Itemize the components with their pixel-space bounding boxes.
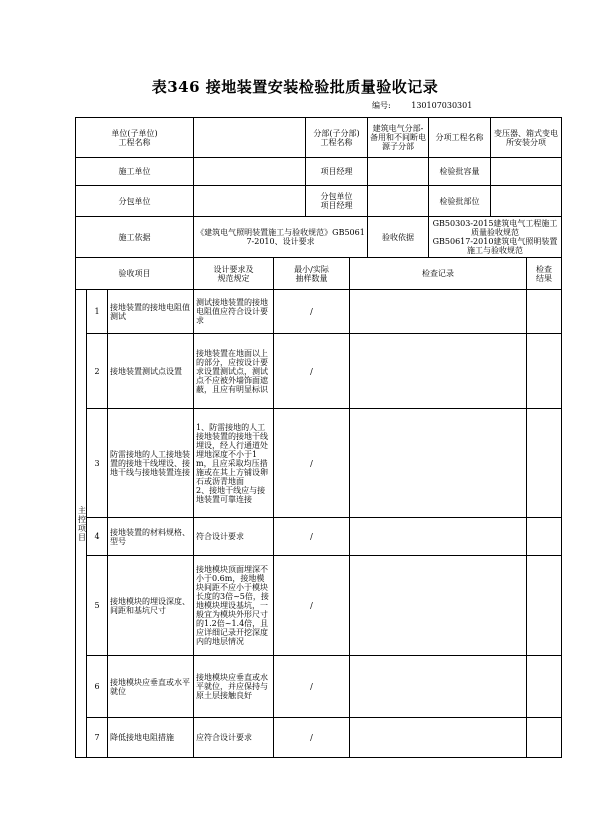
column-header-requirement: 设计要求及 规范规定 (194, 258, 274, 290)
column-header-result: 检查 结果 (527, 258, 562, 290)
subcontractor-value[interactable] (194, 186, 306, 217)
document-number-label: 编号: (372, 101, 391, 110)
item-result[interactable] (527, 556, 562, 656)
batch-location-label: 检验批部位 (429, 186, 491, 217)
subcontractor-pm-value[interactable] (368, 186, 429, 217)
item-requirement: 接地装置在地面以上的部分，应按设计要求设置测试点，测试点不应被外墙饰面遮蔽，且应有明显标识 (194, 334, 274, 409)
item-requirement: 测试接地装置的接地电阻值应符合设计要求 (194, 290, 274, 334)
item-sample[interactable]: / (274, 656, 350, 718)
unit-name-value[interactable] (194, 118, 306, 158)
item-result[interactable] (527, 718, 562, 758)
item-sample[interactable]: / (274, 556, 350, 656)
column-header-record: 检查记录 (350, 258, 527, 290)
document-number (372, 100, 472, 111)
subitem-name-value[interactable]: 变压器、箱式变电所安装分项 (491, 118, 562, 158)
project-manager-value[interactable] (368, 158, 429, 186)
table-row (76, 334, 562, 409)
item-record[interactable] (350, 556, 527, 656)
acceptance-basis-label: 验收依据 (368, 217, 429, 258)
subitem-name-label: 分项工程名称 (429, 118, 491, 158)
item-requirement: 接地模块顶面埋深不小于0.6m，接地模块间距不应小于模块长度的3倍~5倍，接地模块埋设基坑，一般宜为模块外形尺寸的1.2倍~1.4倍，且应详细记录开挖深度内的地层情况 (194, 556, 274, 656)
subdivision-name-label: 分部(子分部) 工程名称 (306, 118, 368, 158)
table-row (76, 409, 562, 518)
table-row (76, 556, 562, 656)
item-result[interactable] (527, 656, 562, 718)
item-number: 6 (87, 656, 108, 718)
item-record[interactable] (350, 290, 527, 334)
header-row-basis (76, 217, 562, 258)
item-number: 7 (87, 718, 108, 758)
item-name: 接地装置的材料规格、型号 (108, 518, 194, 556)
table-row (76, 718, 562, 758)
project-manager-label: 项目经理 (306, 158, 368, 186)
item-record[interactable] (350, 409, 527, 518)
table-row (76, 518, 562, 556)
header-row-subcontract (76, 186, 562, 217)
item-sample[interactable]: / (274, 334, 350, 409)
acceptance-basis-value: GB50303-2015建筑电气工程施工质量验收规范 GB50617-2010建筑电气照明装置施工与验收规范 (429, 217, 562, 258)
item-number: 2 (87, 334, 108, 409)
item-record[interactable] (350, 656, 527, 718)
document-number-value: 130107030301 (411, 101, 473, 110)
item-requirement: 符合设计要求 (194, 518, 274, 556)
batch-capacity-value[interactable] (491, 158, 562, 186)
main-control-group-label: 主 控 项 目 (76, 290, 87, 758)
item-requirement: 1、防雷接地的人工接地装置的接地干线埋设，经人行通道处埋地深度不小于1m，且应采取均压措施或在其上方铺设卵石或沥青地面 2、接地干线应与接地装置可靠连接 (194, 409, 274, 518)
page-title: 表346 接地装置安装检验批质量验收记录 (151, 78, 439, 96)
column-header-item: 验收项目 (76, 258, 194, 290)
item-result[interactable] (527, 518, 562, 556)
item-record[interactable] (350, 334, 527, 409)
subcontractor-pm-label: 分包单位 项目经理 (306, 186, 368, 217)
item-requirement: 接地模块应垂直或水平就位，并应保持与原土层接触良好 (194, 656, 274, 718)
item-name: 防雷接地的人工接地装置的接地干线埋设、接地干线与接地装置连接 (108, 409, 194, 518)
inspection-form-table (75, 117, 562, 758)
item-number: 1 (87, 290, 108, 334)
item-result[interactable] (527, 290, 562, 334)
item-sample[interactable]: / (274, 409, 350, 518)
item-number: 4 (87, 518, 108, 556)
item-name: 接地模块应垂直或水平就位 (108, 656, 194, 718)
construction-basis-value: 《建筑电气照明装置施工与验收规范》GB50617-2010、设计要求 (194, 217, 368, 258)
batch-location-value[interactable] (491, 186, 562, 217)
column-header-sample: 最小/实际 抽样数量 (274, 258, 350, 290)
item-sample[interactable]: / (274, 718, 350, 758)
item-record[interactable] (350, 718, 527, 758)
item-record[interactable] (350, 518, 527, 556)
subcontractor-label: 分包单位 (76, 186, 194, 217)
subdivision-name-value[interactable]: 建筑电气分部-备用和不间断电源子分部 (368, 118, 429, 158)
item-result[interactable] (527, 409, 562, 518)
item-sample[interactable]: / (274, 290, 350, 334)
header-row-construction (76, 158, 562, 186)
item-sample[interactable]: / (274, 518, 350, 556)
item-number: 5 (87, 556, 108, 656)
item-requirement: 应符合设计要求 (194, 718, 274, 758)
item-name: 接地装置的接地电阻值测试 (108, 290, 194, 334)
item-name: 接地模块的埋设深度、间距和基坑尺寸 (108, 556, 194, 656)
unit-name-label: 单位(子单位) 工程名称 (76, 118, 194, 158)
item-number: 3 (87, 409, 108, 518)
construction-basis-label: 施工依据 (76, 217, 194, 258)
item-name: 接地装置测试点设置 (108, 334, 194, 409)
table-row (76, 656, 562, 718)
construction-unit-value[interactable] (194, 158, 306, 186)
item-result[interactable] (527, 334, 562, 409)
column-header-row (76, 258, 562, 290)
item-name: 降低接地电阻措施 (108, 718, 194, 758)
construction-unit-label: 施工单位 (76, 158, 194, 186)
header-row-unit (76, 118, 562, 158)
batch-capacity-label: 检验批容量 (429, 158, 491, 186)
table-row (76, 290, 562, 334)
